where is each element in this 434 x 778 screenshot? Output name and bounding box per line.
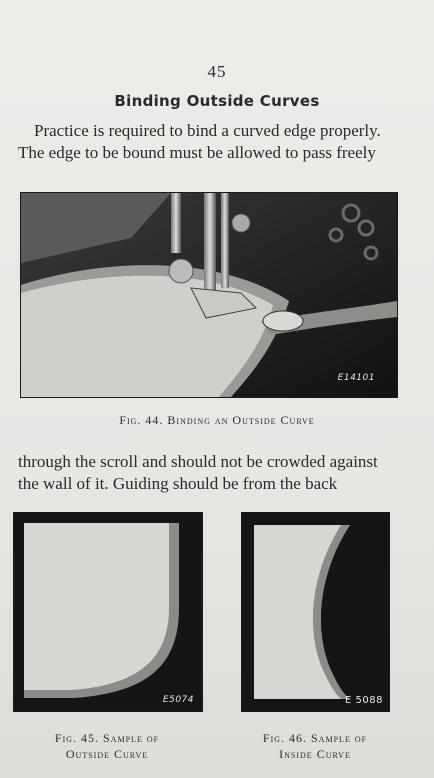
section-heading: Binding Outside Curves: [114, 92, 320, 110]
paragraph-line: The edge to be bound must be allowed to pass freely: [18, 143, 376, 162]
caption-line: Inside Curve: [279, 747, 351, 761]
paragraph-line: through the scroll and should not be crowded against: [18, 452, 378, 471]
figure-44-code: E14101: [337, 373, 375, 383]
inside-curve-sample-illustration: [242, 513, 389, 711]
figure-45-caption: [13, 730, 201, 762]
caption-line: Fig. 46. Sample of: [262, 731, 368, 745]
caption-line: Fig. 45. Sample of: [54, 731, 160, 745]
figure-44-caption: Fig. 44. Binding an Outside Curve: [119, 413, 315, 427]
outside-curve-sample-illustration: [14, 513, 202, 711]
sewing-machine-binding-illustration: [21, 193, 397, 397]
figure-46-photo: [241, 512, 390, 712]
figure-46-code: E 5088: [345, 695, 383, 706]
caption-line: Outside Curve: [65, 747, 149, 761]
figure-45-photo: [13, 512, 203, 712]
paragraph-continued: [18, 451, 416, 495]
figure-46-caption: [220, 730, 410, 762]
paragraph-line: the wall of it. Guiding should be from the back: [18, 474, 338, 493]
paragraph-line: Practice is required to bind a curved edge properly.: [34, 121, 381, 140]
paragraph-intro: [18, 120, 416, 164]
figure-45-code: E5074: [162, 695, 194, 705]
page-number: 45: [207, 62, 227, 81]
figure-44-photo: [20, 192, 398, 398]
